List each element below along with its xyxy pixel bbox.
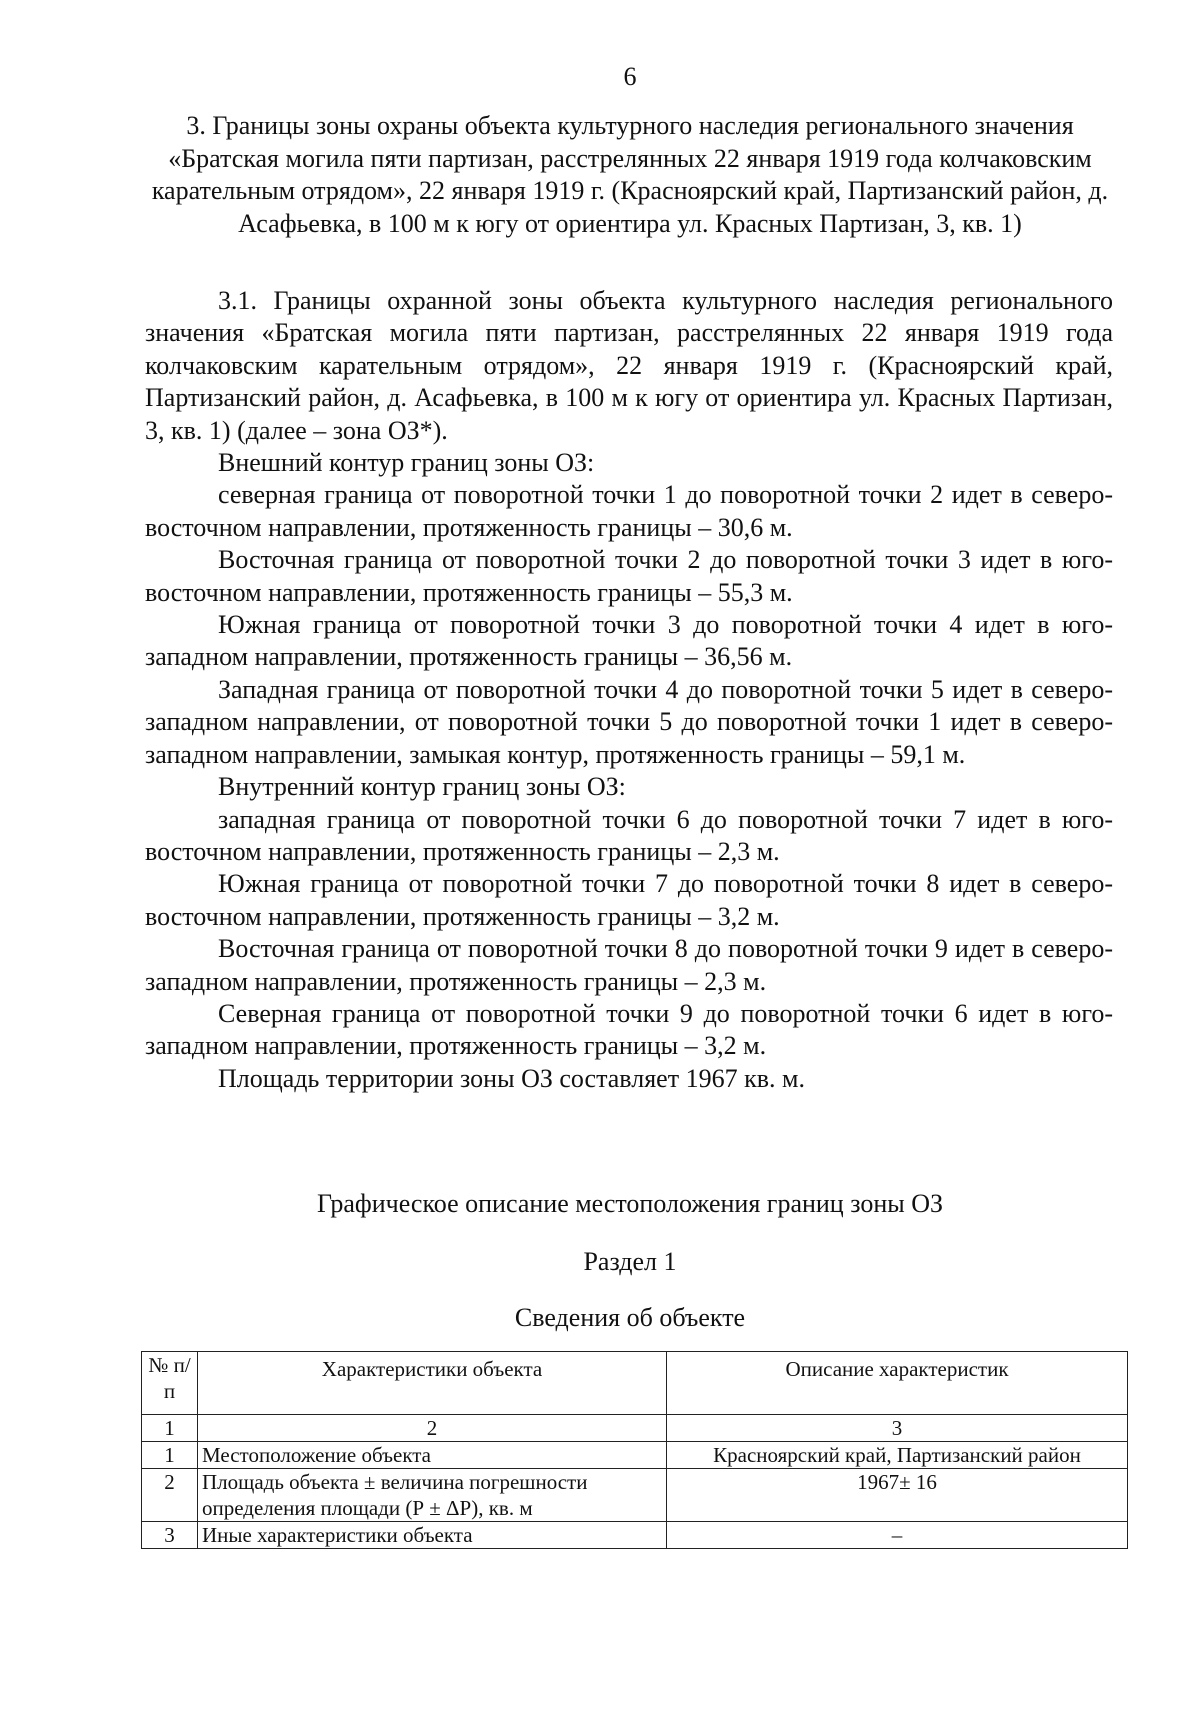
- table-cell: 3: [667, 1415, 1128, 1442]
- table-header-cell: Характеристики объекта: [198, 1352, 667, 1415]
- paragraph: 3.1. Границы охранной зоны объекта культурного наследия регионального значения «Братская могила пяти партизан, расстрелянных 22 января 1919 года колчаковским карательным отрядом», 22 января 1919 г. (Красноярский край, Партизанский район, д. Асафьевка, в 100 м к югу от ориентира ул. Красных Партизан, 3, кв. 1) (далее – зона ОЗ*).: [145, 286, 1113, 445]
- table-cell: 3: [142, 1522, 198, 1549]
- table-header-cell: № п/п: [142, 1352, 198, 1415]
- table-cell: –: [667, 1522, 1128, 1549]
- paragraph: западная граница от поворотной точки 6 до поворотной точки 7 идет в юго-восточном направлении, протяженность границы – 2,3 м.: [145, 804, 1113, 866]
- graphic-description-title: Графическое описание местоположения границ зоны ОЗ: [316, 1189, 944, 1218]
- paragraph: Южная граница от поворотной точки 7 до поворотной точки 8 идет в северо-восточном направлении, протяженность границы – 3,2 м.: [145, 869, 1113, 931]
- table-cell: 1967± 16: [667, 1469, 1128, 1522]
- table-row: [142, 1469, 1128, 1522]
- table-cell: 1: [142, 1415, 198, 1442]
- paragraph: Южная граница от поворотной точки 3 до поворотной точки 4 идет в юго-западном направлении, протяженность границы – 36,56 м.: [145, 610, 1113, 672]
- document-body: [145, 285, 1113, 1095]
- page-number: 6: [623, 62, 637, 91]
- paragraph: Внутренний контур границ зоны ОЗ:: [218, 772, 626, 802]
- section-heading: 3. Границы зоны охраны объекта культурного наследия регионального значения «Братская могила пяти партизан, расстрелянных 22 января 1919 года колчаковским карательным отрядом», 22 января 1919 г. (Красноярский край, Партизанский район, д. Асафьевка, в 100 м к югу от ориентира ул. Красных Партизан, 3, кв. 1): [151, 111, 1109, 238]
- paragraph: Западная граница от поворотной точки 4 до поворотной точки 5 идет в северо-западном направлении, от поворотной точки 5 до поворотной точки 1 идет в северо-западном направлении, замыкая контур, протяженность границы – 59,1 м.: [145, 674, 1113, 769]
- object-info-table: [141, 1351, 1128, 1549]
- table-numbering-row: [142, 1415, 1128, 1442]
- table-cell: 2: [198, 1415, 667, 1442]
- table-row: [142, 1522, 1128, 1549]
- paragraph: Внешний контур границ зоны ОЗ:: [218, 448, 595, 478]
- table-cell: Местоположение объекта: [198, 1442, 667, 1469]
- paragraph: Восточная граница от поворотной точки 2 до поворотной точки 3 идет в юго-восточном направлении, протяженность границы – 55,3 м.: [145, 545, 1113, 607]
- paragraph: Северная граница от поворотной точки 9 до поворотной точки 6 идет в юго-западном направлении, протяженность границы – 3,2 м.: [145, 998, 1113, 1061]
- table-cell: 2: [142, 1469, 198, 1522]
- table-row: [142, 1442, 1128, 1469]
- paragraph: северная граница от поворотной точки 1 до поворотной точки 2 идет в северо-восточном направлении, протяженность границы – 30,6 м.: [145, 480, 1113, 542]
- table-cell: Площадь объекта ± величина погрешности определения площади (Р ± ΔР), кв. м: [198, 1469, 667, 1522]
- table-cell: Красноярский край, Партизанский район: [667, 1442, 1128, 1469]
- section-title: Раздел 1: [583, 1247, 677, 1276]
- table-header-row: [142, 1352, 1128, 1415]
- table-header-cell: Описание характеристик: [667, 1352, 1128, 1415]
- table-cell: 1: [142, 1442, 198, 1469]
- paragraph: Восточная граница от поворотной точки 8 до поворотной точки 9 идет в северо-западном направлении, протяженность границы – 2,3 м.: [145, 934, 1113, 996]
- paragraph: Площадь территории зоны ОЗ составляет 1967 кв. м.: [218, 1063, 805, 1093]
- subsection-title: Сведения об объекте: [514, 1303, 746, 1332]
- table-cell: Иные характеристики объекта: [198, 1522, 667, 1549]
